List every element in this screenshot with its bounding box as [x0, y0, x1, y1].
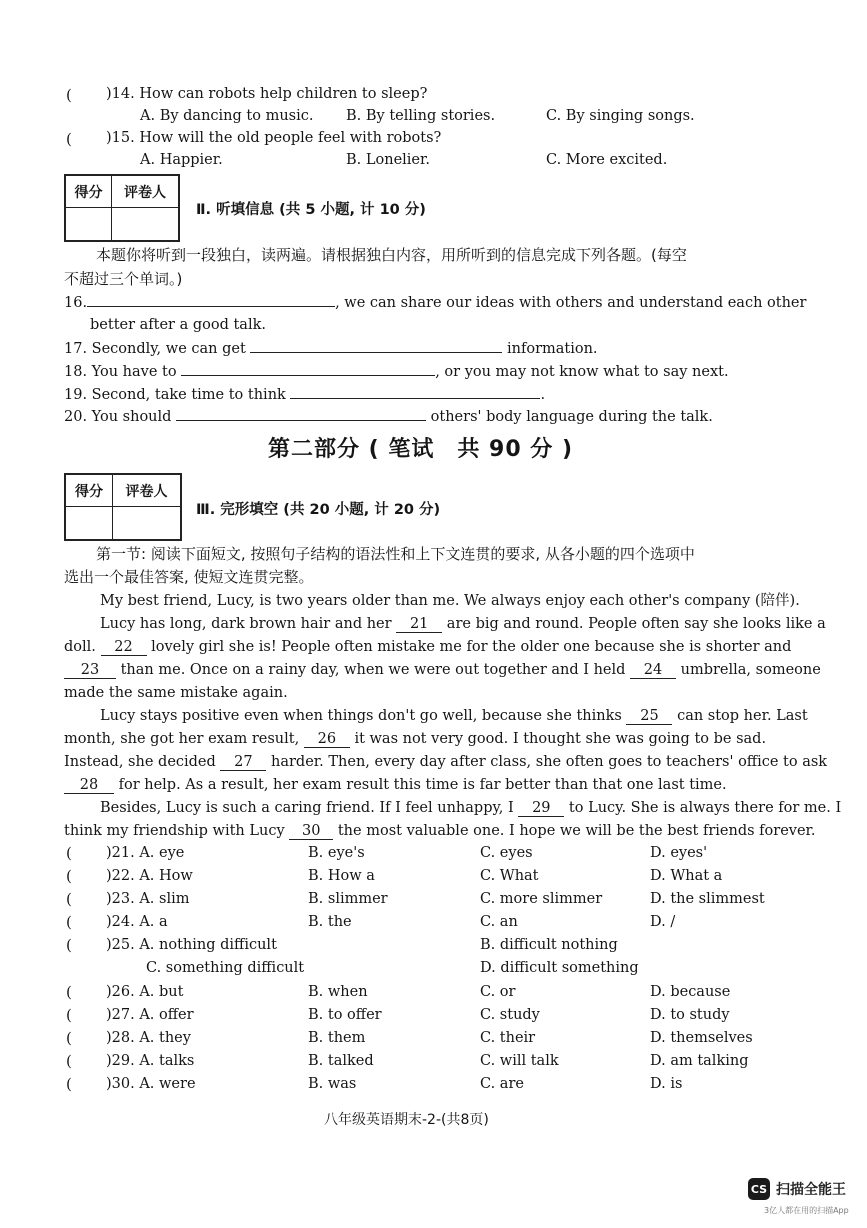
passage-text: are big and round. People often say she looks like a [446, 616, 826, 632]
q22-option-b: B. How a [308, 868, 375, 884]
score-cell[interactable] [66, 208, 112, 241]
section-2-instructions: 本题你将听到一段独白，读两遍。请根据独白内容，用所听到的信息完成下列各题。(每空 [96, 246, 687, 264]
section-2-title: Ⅱ. 听填信息 (共 5 小题, 计 10 分) [196, 202, 426, 218]
question-17 [64, 338, 598, 358]
q23-option-c: C. more slimmer [480, 891, 603, 907]
score-label: 得分 [66, 176, 112, 208]
score-label: 得分 [66, 475, 113, 507]
passage-line [64, 659, 821, 682]
q21-option-c: C. eyes [480, 845, 533, 861]
question-20 [64, 406, 713, 426]
answer-paren: ( [66, 1075, 72, 1093]
section-3-title: Ⅲ. 完形填空 (共 20 小题, 计 20 分) [196, 502, 441, 518]
passage-text: think my friendship with Lucy [64, 823, 285, 839]
passage-text: for help. As a result, her exam result this time is far better than that one last time. [118, 777, 727, 793]
q25-option-a: )25. A. nothing difficult [106, 937, 277, 953]
question-14: )14. How can robots help children to sleep? [106, 86, 428, 102]
q22-option-a: )22. A. How [106, 868, 193, 884]
q30-option-c: C. are [480, 1076, 524, 1092]
answer-paren: ( [66, 936, 72, 954]
q14-option-b: B. By telling stories. [346, 108, 496, 124]
q25-option-b: B. difficult nothing [480, 937, 618, 953]
q27-option-b: B. to offer [308, 1007, 382, 1023]
answer-paren: ( [66, 890, 72, 908]
cloze-blank-28[interactable]: 28 [64, 777, 114, 794]
question-text: 17. Secondly, we can get [64, 341, 246, 357]
q24-option-d: D. / [650, 914, 676, 930]
score-cell[interactable] [66, 507, 113, 540]
section-3-instructions: 第一节: 阅读下面短文, 按照句子结构的语法性和上下文连贯的要求, 从各小题的四个选项中 [96, 545, 695, 563]
answer-paren: ( [66, 844, 72, 862]
passage-text: harder. Then, every day after class, she often goes to teachers' office to ask [271, 754, 828, 770]
q14-option-a: A. By dancing to music. [140, 108, 314, 124]
passage-line: made the same mistake again. [64, 685, 288, 701]
score-box [64, 174, 180, 242]
passage-line [64, 820, 816, 843]
passage-text: than me. Once on a rainy day, when we were out together and I held [120, 662, 626, 678]
fill-blank-16[interactable] [87, 292, 335, 307]
cloze-blank-29[interactable]: 29 [518, 800, 564, 817]
passage-text: umbrella, someone [680, 662, 821, 678]
q21-option-d: D. eyes' [650, 845, 708, 861]
passage-line [64, 751, 827, 774]
passage-text: to Lucy. She is always there for me. I [568, 800, 842, 816]
passage-line [64, 636, 791, 659]
brand-tagline: 3亿人都在用的扫描App [764, 1206, 849, 1215]
fill-blank-17[interactable] [250, 338, 502, 353]
q23-option-b: B. slimmer [308, 891, 388, 907]
answer-paren: ( [66, 130, 72, 148]
grader-label: 评卷人 [112, 475, 180, 507]
passage-line [100, 705, 808, 728]
cloze-blank-24[interactable]: 24 [630, 662, 676, 679]
section-2-instructions-cont: 不超过三个单词。) [64, 270, 183, 288]
passage-text: Lucy has long, dark brown hair and her [100, 616, 392, 632]
cloze-blank-27[interactable]: 27 [220, 754, 266, 771]
answer-paren: ( [66, 1052, 72, 1070]
q21-option-b: B. eye's [308, 845, 365, 861]
q29-option-c: C. will talk [480, 1053, 559, 1069]
passage-text: month, she got her exam result, [64, 731, 300, 747]
q28-option-c: C. their [480, 1030, 536, 1046]
question-number: 16. [64, 295, 88, 311]
question-19 [64, 384, 545, 404]
score-box [64, 473, 182, 541]
question-16 [64, 292, 806, 312]
scanner-watermark [748, 1178, 846, 1200]
q26-option-d: D. because [650, 984, 731, 1000]
passage-line [64, 728, 766, 751]
question-text: . [540, 387, 546, 403]
answer-paren: ( [66, 86, 72, 104]
question-15: )15. How will the old people feel with robots? [106, 130, 442, 146]
question-text: 19. Second, take time to think [64, 387, 286, 403]
grader-cell[interactable] [112, 507, 180, 540]
q21-option-a: )21. A. eye [106, 845, 185, 861]
answer-paren: ( [66, 1029, 72, 1047]
passage-line: My best friend, Lucy, is two years older than me. We always enjoy each other's company (陪伴). [100, 593, 800, 609]
cloze-blank-23[interactable]: 23 [64, 662, 116, 679]
passage-text: Besides, Lucy is such a caring friend. If I feel unhappy, I [100, 800, 514, 816]
question-16-cont: better after a good talk. [90, 317, 266, 333]
passage-line [100, 797, 841, 820]
cloze-blank-26[interactable]: 26 [304, 731, 350, 748]
q27-option-d: D. to study [650, 1007, 730, 1023]
q30-option-d: D. is [650, 1076, 683, 1092]
passage-line [100, 613, 826, 636]
answer-paren: ( [66, 983, 72, 1001]
q26-option-c: C. or [480, 984, 516, 1000]
q26-option-b: B. when [308, 984, 368, 1000]
fill-blank-20[interactable] [176, 406, 426, 421]
q22-option-d: D. What a [650, 868, 723, 884]
question-text: others' body language during the talk. [430, 409, 713, 425]
passage-text: doll. [64, 639, 96, 655]
passage-text: can stop her. Last [677, 708, 808, 724]
q30-option-b: B. was [308, 1076, 357, 1092]
q15-option-c: C. More excited. [546, 152, 668, 168]
q14-option-c: C. By singing songs. [546, 108, 695, 124]
q30-option-a: )30. A. were [106, 1076, 196, 1092]
q25-option-d: D. difficult something [480, 960, 639, 976]
q23-option-a: )23. A. slim [106, 891, 190, 907]
cloze-blank-21[interactable]: 21 [396, 616, 442, 633]
brand-name: 扫描全能王 [776, 1182, 846, 1198]
part-2-title: 第二部分 ( 笔试 共 90 分 ) [268, 437, 574, 462]
cloze-blank-30[interactable]: 30 [289, 823, 333, 840]
answer-paren: ( [66, 867, 72, 885]
cloze-blank-25[interactable]: 25 [626, 708, 672, 725]
camscanner-logo-icon: CS [748, 1178, 770, 1200]
passage-text: it was not very good. I thought she was going to be sad. [354, 731, 767, 747]
fill-blank-19[interactable] [290, 384, 540, 399]
grader-cell[interactable] [112, 208, 179, 241]
q27-option-a: )27. A. offer [106, 1007, 194, 1023]
q26-option-a: )26. A. but [106, 984, 184, 1000]
q28-option-b: B. them [308, 1030, 366, 1046]
fill-blank-18[interactable] [181, 361, 435, 376]
q24-option-b: B. the [308, 914, 352, 930]
q24-option-a: )24. A. a [106, 914, 168, 930]
passage-text: lovely girl she is! People often mistake me for the older one because she is shorter and [151, 639, 792, 655]
q22-option-c: C. What [480, 868, 539, 884]
q25-option-c: C. something difficult [146, 960, 305, 976]
answer-paren: ( [66, 913, 72, 931]
q15-option-b: B. Lonelier. [346, 152, 430, 168]
question-text: , we can share our ideas with others and understand each other [335, 295, 807, 311]
q29-option-d: D. am talking [650, 1053, 749, 1069]
passage-text: the most valuable one. I hope we will be the best friends forever. [337, 823, 816, 839]
q15-option-a: A. Happier. [140, 152, 223, 168]
q23-option-d: D. the slimmest [650, 891, 765, 907]
q27-option-c: C. study [480, 1007, 540, 1023]
q28-option-d: D. themselves [650, 1030, 753, 1046]
q28-option-a: )28. A. they [106, 1030, 191, 1046]
answer-paren: ( [66, 1006, 72, 1024]
passage-text: Instead, she decided [64, 754, 216, 770]
grader-label: 评卷人 [112, 176, 179, 208]
question-text: , or you may not know what to say next. [435, 364, 729, 380]
question-text: 18. You have to [64, 364, 177, 380]
question-18 [64, 361, 729, 381]
question-text: 20. You should [64, 409, 172, 425]
q29-option-b: B. talked [308, 1053, 374, 1069]
passage-text: Lucy stays positive even when things don't go well, because she thinks [100, 708, 622, 724]
question-text: information. [507, 341, 598, 357]
q29-option-a: )29. A. talks [106, 1053, 195, 1069]
q24-option-c: C. an [480, 914, 518, 930]
passage-line [64, 774, 727, 797]
section-3-instructions-cont: 选出一个最佳答案, 使短文连贯完整。 [64, 568, 314, 586]
cloze-blank-22[interactable]: 22 [101, 639, 147, 656]
page-footer: 八年级英语期末-2-(共8页) [324, 1112, 489, 1128]
